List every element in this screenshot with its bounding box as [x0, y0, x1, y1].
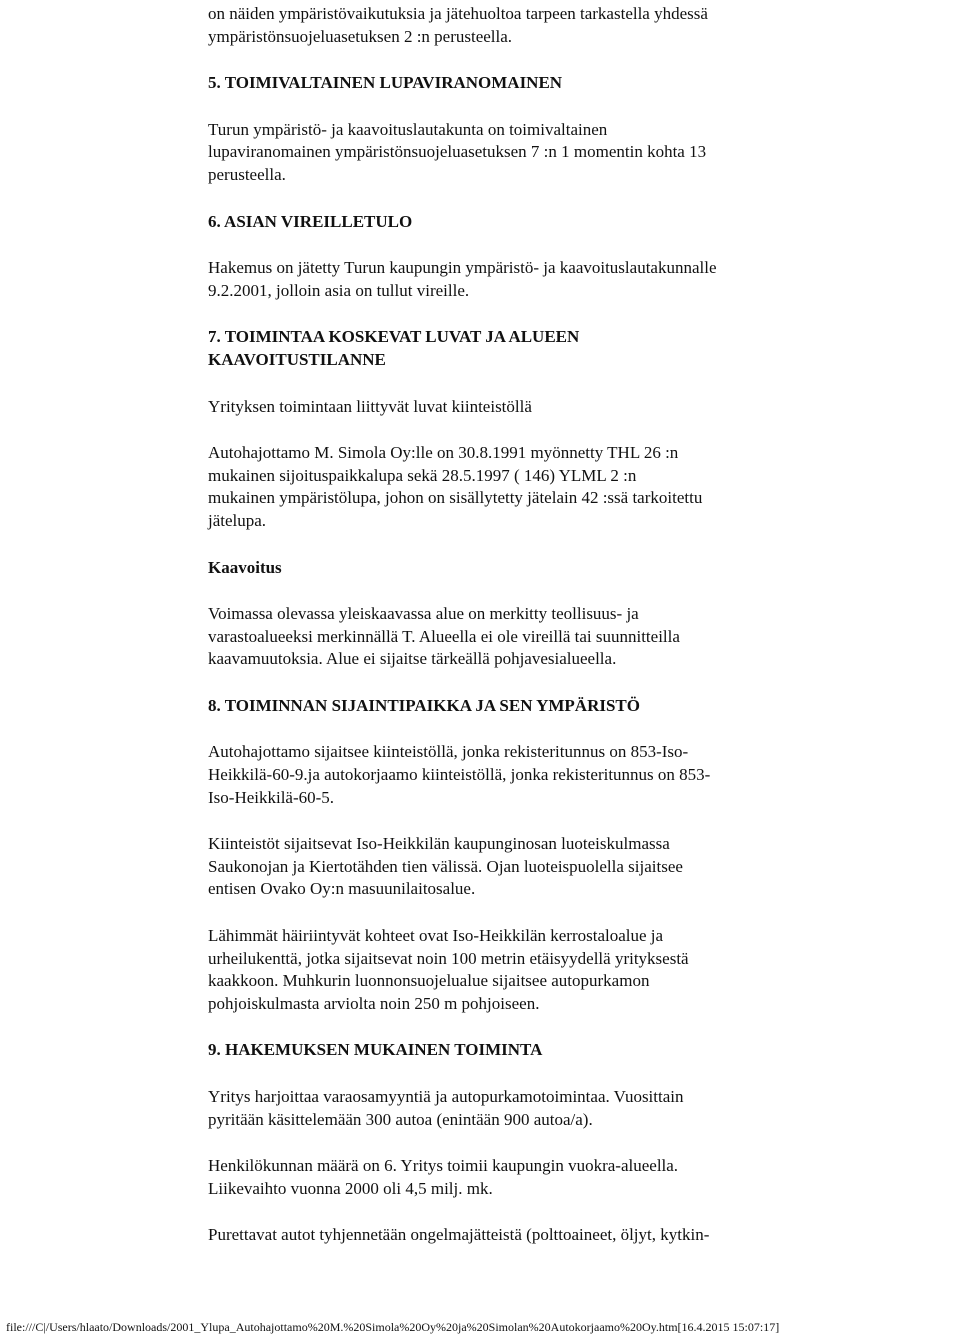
section-8-paragraph-3: Lähimmät häiriintyvät kohteet ovat Iso-Heikkilän kerrostaloalue ja urheilukenttä, jotka sijaitsevat noin 100 metrin etäisyydellä yrityksestä kaakkoon. Muhkurin luonnonsuojelualue sijaitsee autopurkamon pohjoiskulmasta arviolta noin 250 m pohjoiseen.	[208, 926, 689, 1013]
section-9-paragraph-2: Henkilökunnan määrä on 6. Yritys toimii kaupungin vuokra-alueella. Liikevaihto vuonna 2000 oli 4,5 milj. mk.	[208, 1156, 679, 1198]
section-5-paragraph: Turun ympäristö- ja kaavoituslautakunta on toimivaltainen lupaviranomainen ympäristönsuojeluasetuksen 7 :n 1 momentin kohta 13 perusteella.	[208, 119, 707, 184]
section-8-paragraph-1: Autohajottamo sijaitsee kiinteistöllä, jonka rekisteritunnus on 853-Iso- Heikkilä-60-9.ja autokorjaamo kiinteistöllä, jonka rekisteritunnus on 853- Iso-Heikkilä-60-5.	[208, 742, 711, 807]
section-9-paragraph-1: Yritys harjoittaa varaosamyyntiä ja autopurkamotoimintaa. Vuosittain pyritään käsittelemään 300 autoa (enintään 900 autoa/a).	[208, 1087, 684, 1129]
section-9-paragraph-3: Purettavat autot tyhjennetään ongelmajätteistä (polttoaineet, öljyt, kytkin-	[208, 1225, 710, 1245]
section-6-heading: 6. ASIAN VIREILLETULO	[208, 211, 413, 231]
section-7-paragraph-1: Yrityksen toimintaan liittyvät luvat kiinteistöllä	[208, 396, 532, 416]
document-body	[208, 3, 808, 1271]
section-7-paragraph-3: Voimassa olevassa yleiskaavassa alue on merkitty teollisuus- ja varastoalueeksi merkinnällä T. Alueella ei ole vireillä tai suunnitteilla kaavamuutoksia. Alue ei sijaitse tärkeällä pohjavesialueella.	[208, 604, 680, 669]
section-6-paragraph: Hakemus on jätetty Turun kaupungin ympäristö- ja kaavoituslautakunnalle 9.2.2001, jolloin asia on tullut vireille.	[208, 258, 717, 300]
section-9-heading: 9. HAKEMUKSEN MUKAINEN TOIMINTA	[208, 1040, 543, 1060]
section-7-paragraph-2: Autohajottamo M. Simola Oy:lle on 30.8.1991 myönnetty THL 26 :n mukainen sijoituspaikkalupa sekä 28.5.1997 ( 146) YLML 2 :n mukainen ympäristölupa, johon on sisällytetty jätelain 42 :ssä tarkoitettu jätelupa.	[208, 443, 703, 530]
intro-paragraph: on näiden ympäristövaikutuksia ja jätehuoltoa tarpeen tarkastella yhdessä ympäristönsuojeluasetuksen 2 :n perusteella.	[208, 4, 708, 46]
section-8-heading: 8. TOIMINNAN SIJAINTIPAIKKA JA SEN YMPÄRISTÖ	[208, 695, 640, 715]
section-5-heading: 5. TOIMIVALTAINEN LUPAVIRANOMAINEN	[208, 73, 563, 93]
kaavoitus-subheading: Kaavoitus	[208, 557, 282, 577]
section-7-heading: 7. TOIMINTAA KOSKEVAT LUVAT JA ALUEEN KAAVOITUSTILANNE	[208, 327, 580, 369]
file-path-footer: file:///C|/Users/hlaato/Downloads/2001_Ylupa_Autohajottamo%20M.%20Simola%20Oy%20ja%20Simolan%20Autokorjaamo%20Oy.htm[16.4.2015 15:07:17]	[6, 1320, 780, 1334]
section-8-paragraph-2: Kiinteistöt sijaitsevat Iso-Heikkilän kaupunginosan luoteiskulmassa Saukonojan ja Kiertotähden tien välissä. Ojan luoteispuolella sijaitsee entisen Ovako Oy:n masuunilaitosalue.	[208, 834, 683, 899]
